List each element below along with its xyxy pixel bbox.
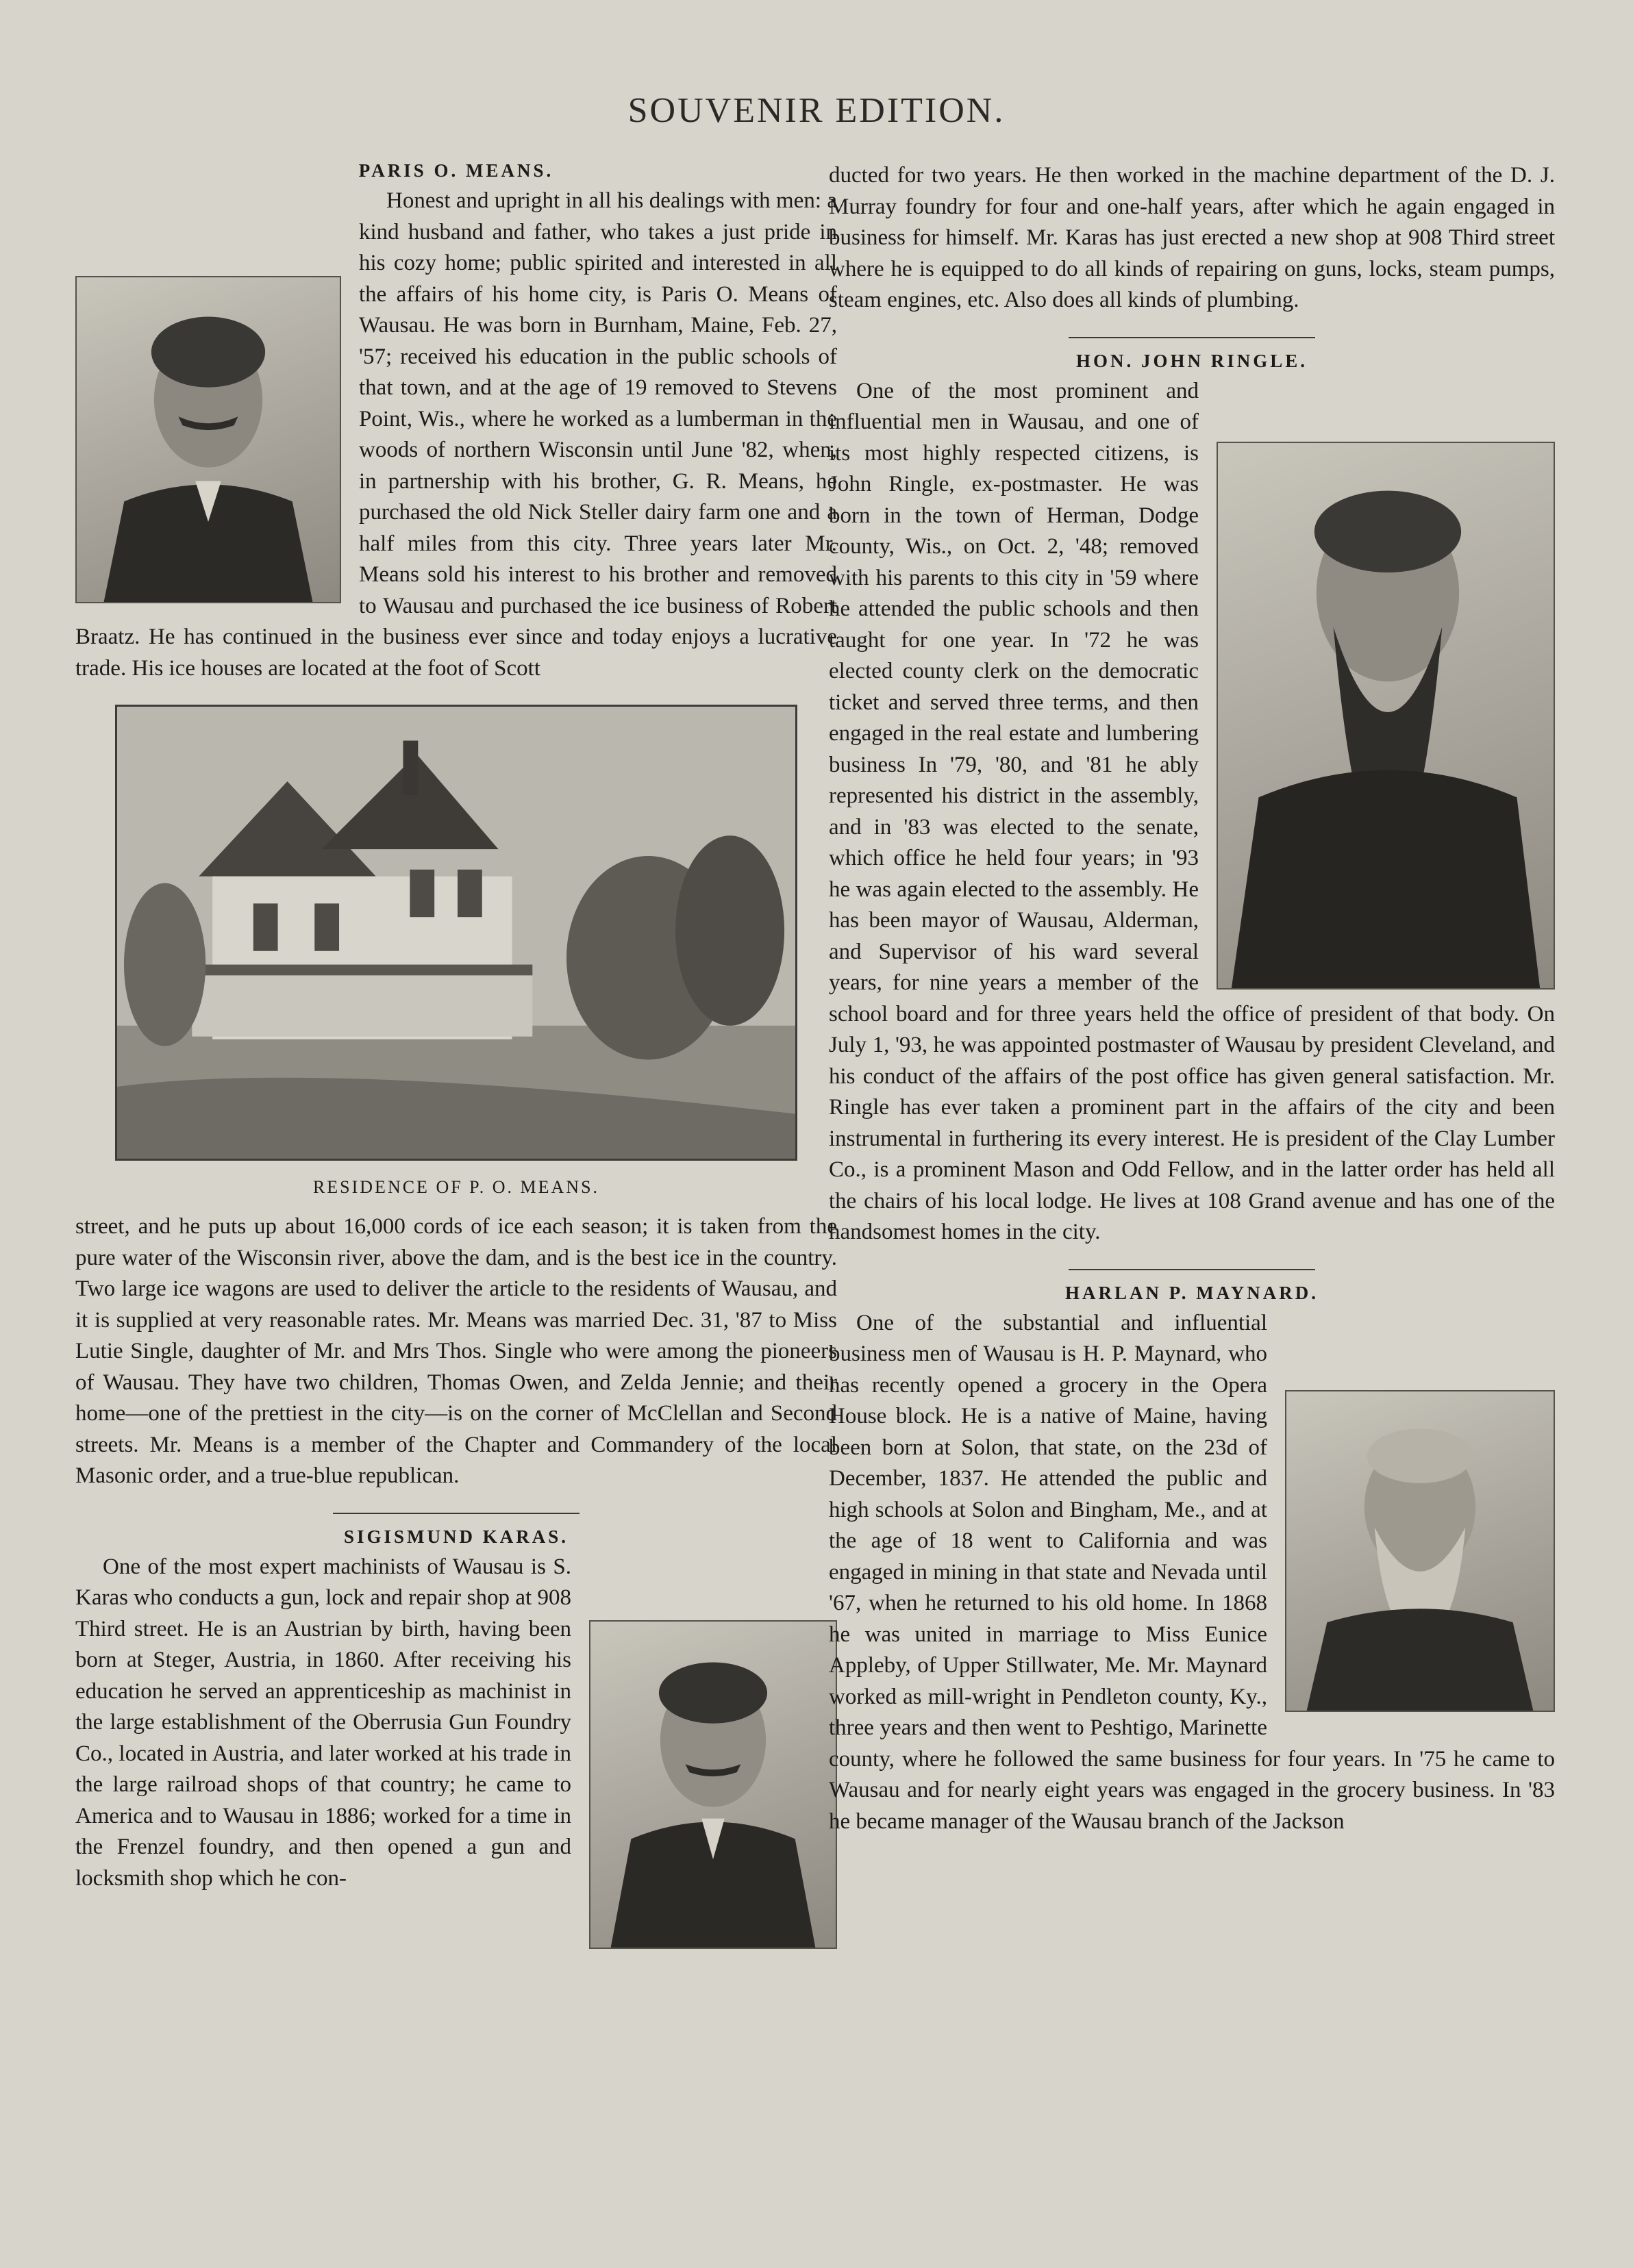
maynard-paragraph: One of the substantial and influential business men of Wausau is H. P. Maynard, who has recently opened a grocery in the Opera House block. He is a native of Maine, having been born at Solon, that state, on the 23d of December, 1837. He attended the public and high schools at Solon and Bingham, Me., and at the age of 18 went to California and was engaged in mining in that state and Nevada until '67, when he returned to his old home. In 1868 he was united in marriage to Miss Eunice Appleby, of Upper Stillwater, Me. Mr. Maynard worked as mill-wright in Pendleton county, Ky., three years and then went to Peshtigo, Marinette county, where he followed the same business for four years. In '75 he came to Wausau and for nearly eight years was engaged in the grocery business. In '83 he became manager of the Wausau branch of the Jackson bbox=[829, 1310, 1555, 1834]
ringle-paragraph: One of the most prominent and influential men in Wausau, and one of its most highly respected citizens, is John Ringle, ex-postmaster. He was born in the town of Herman, Dodge county, Wis., on Oct. 2, '48; removed with his parents to this city in '59 where he attended the public schools and then taught for one year. In '72 he was elected county clerk on the democratic ticket and served three terms, and then engaged in the real estate and lumbering business In '79, '80, and '81 he ably represented his district in the assembly, and in '83 was elected to the senate, which office he held four years; in '93 he was again elected to the assembly. He has been mayor of Wausau, Alderman, and Supervisor of his ward several years, for nine years a member of the school board and for three years held the office of president of that body. On July 1, '93, he was appointed postmaster of Wausau by president Cleveland, and his conduct of the affairs of the post office has given general satisfaction. Mr. Ringle has ever taken a prominent part in the affairs of the city and been instrumental in furthering its every interest. He is president of the Clay Lumber Co., is a prominent Mason and Odd Fellow, and in the latter order has held all the chairs of his local lodge. He lives at 108 Grand avenue and has one of the handsomest homes in the city. bbox=[829, 378, 1555, 1244]
section-divider bbox=[333, 1513, 579, 1514]
portrait-karas bbox=[589, 1620, 837, 1949]
section-divider bbox=[1069, 337, 1315, 338]
means-paragraph-2: street, and he puts up about 16,000 cords of ice each season; it is taken from the pure water of the Wisconsin river, above the dam, and is the best ice in the country. Two large ice wagons are used to deliver the article to the residents of Wausau, and it is supplied at very reasonable rates. Mr. Means was married Dec. 31, '87 to Miss Lutie Single, daughter of Mr. and Mrs Thos. Single who were among the pioneers of Wausau. They have two children, Thomas Owen, and Zelda Jennie; and their home—one of the prettiest in the city—is on the corner of McClellan and Second streets. Mr. Means is a member of the Chapter and Commandery of the local Masonic order, and a true-blue republican. bbox=[75, 1214, 837, 1488]
right-column bbox=[829, 160, 1555, 1837]
karas-paragraph-1: One of the most expert machinists of Wausau is S. Karas who conducts a gun, lock and repair shop at 908 Third street. He is an Austrian by birth, having been born at Steger, Austria, in 1860. After receiving his education he served an apprenticeship as machinist in the large establishment of the Oberrusia Gun Foundry Co., located in Austria, and later worked at his trade in the large railroad shops of that country; he came to America and to Wausau in 1886; worked for a time in the Frenzel foundry, and then opened a gun and locksmith shop which he con- bbox=[75, 1554, 571, 1891]
heading-karas: SIGISMUND KARAS. bbox=[343, 1526, 569, 1547]
portrait-maynard bbox=[1285, 1390, 1555, 1712]
means-paragraph-1: Honest and upright in all his dealings with men: a kind husband and father, who takes a just pride in his cozy home; public spirited and interested in all the affairs of his home city, is Paris O. Means of Wausau. He was born in Burnham, Maine, Feb. 27, '57; received his education in the public schools of that town, and at the age of 19 removed to Stevens Point, Wis., where he worked as a lumberman in the woods of northern Wisconsin until June '82, when, in partnership with his brother, G. R. Means, he purchased the old Nick Steller dairy farm one and a half miles from this city. Three years later Mr. Means sold his interest to his brother and removed to Wausau and purchased the ice business of Robert Braatz. He has continued in the business ever since and today enjoys a lucrative trade. His ice houses are located at the foot of Scott bbox=[75, 188, 837, 681]
residence-photo bbox=[115, 705, 797, 1161]
heading-ringle: HON. JOHN RINGLE. bbox=[1075, 350, 1308, 371]
section-divider bbox=[1069, 1269, 1315, 1270]
portrait-ringle bbox=[1217, 442, 1555, 990]
heading-maynard: HARLAN P. MAYNARD. bbox=[1064, 1282, 1319, 1303]
karas-paragraph-2: ducted for two years. He then worked in the machine department of the D. J. Murray foundry for four and one-half years, after which he again engaged in business for himself. Mr. Karas has just erected a new shop at 908 Third street where he is equipped to do all kinds of repairing on guns, locks, steam pumps, steam engines, etc. Also does all kinds of plumbing. bbox=[829, 163, 1555, 312]
residence-figure bbox=[75, 705, 837, 1198]
left-column bbox=[75, 160, 837, 1956]
heading-means: PARIS O. MEANS. bbox=[358, 160, 554, 181]
portrait-means bbox=[75, 276, 341, 603]
residence-caption: RESIDENCE OF P. O. MEANS. bbox=[312, 1177, 600, 1197]
page-title: SOUVENIR EDITION. bbox=[627, 91, 1006, 130]
